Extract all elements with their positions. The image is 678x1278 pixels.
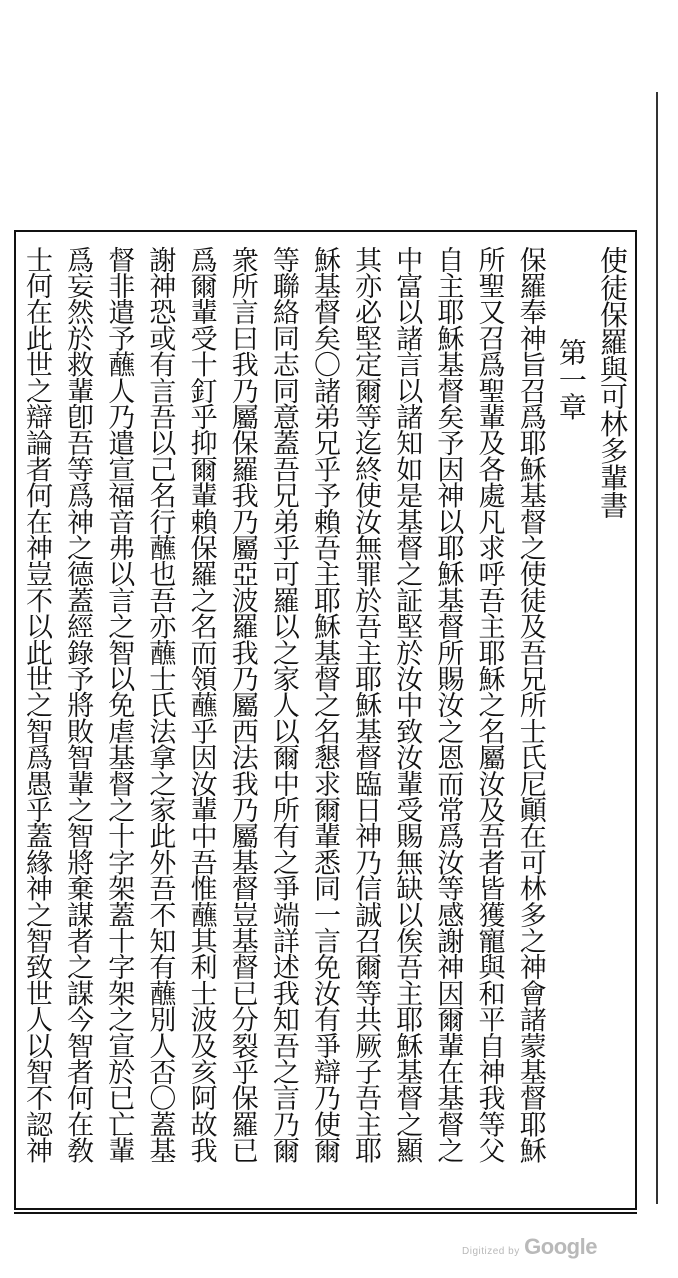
page-gutter-line	[656, 92, 658, 1204]
text-column: 保羅奉神旨召爲耶穌基督之使徒及吾兄所士氏尼顚在可林多之神會諸蒙基督耶穌	[514, 246, 546, 1164]
text-column: 所聖又召爲聖輩及各處凡求呼吾主耶穌之名屬汝及吾者皆獲寵與和平自神我等父	[473, 246, 505, 1164]
text-column: 士何在此世之辯論者何在神豈不以此世之智爲愚乎蓋緣神之智致世人以智不認神	[21, 246, 52, 1164]
chapter-heading: 第一章	[554, 338, 588, 420]
text-column: 督非遣予蘸人乃遣宣福音弗以言之智以免虐基督之十字架蓋十字架之宣於已亡輩	[103, 246, 135, 1164]
text-column: 中富以諸言以諸知如是基督之証堅於汝中致汝輩受賜無缺以俟吾主耶穌基督之顯	[391, 246, 423, 1164]
text-column: 其亦必堅定爾等迄終使汝無罪於吾主耶穌基督臨日神乃信誠召爾等共厥子吾主耶	[350, 246, 382, 1164]
book-title: 使徒保羅與可林多輩書	[595, 246, 629, 519]
text-column: 爲爾輩受十釘乎抑爾輩賴保羅之名而領蘸乎因汝輩中吾惟蘸其利士波及亥阿故我	[185, 246, 217, 1164]
text-column: 謝神恐或有言吾以己名行蘸也吾亦蘸士氏法拿之家此外吾不知有蘸別人否〇蓋基	[144, 246, 176, 1164]
text-column: 穌基督矣〇諸弟兄乎予賴吾主耶穌基督之名懇求爾輩悉同一言免汝有爭辯乃使爾	[308, 246, 340, 1164]
text-column: 爲妄然於救輩卽吾等爲神之德蓋經錄予將敗智輩之智將棄謀者之謀今智者何在敎	[62, 246, 94, 1164]
frame-bottom-rule	[14, 1212, 637, 1214]
watermark-brand: Google	[524, 1234, 597, 1259]
watermark-prefix: Digitized by	[462, 1246, 520, 1257]
text-column: 衆所言曰我乃屬保羅我乃屬亞波羅我乃屬西法我乃屬基督豈基督已分裂乎保羅已	[226, 246, 258, 1164]
text-column: 等聯絡同志同意蓋吾兄弟乎可羅以之家人以爾中所有之爭端詳述我知吾之言乃爾	[267, 246, 299, 1164]
digitized-watermark	[462, 1234, 662, 1264]
text-column: 自主耶穌基督矣予因神以耶穌基督所賜汝之恩而常爲汝等感謝神因爾輩在基督之	[432, 246, 464, 1164]
vertical-text-block	[18, 246, 630, 1204]
